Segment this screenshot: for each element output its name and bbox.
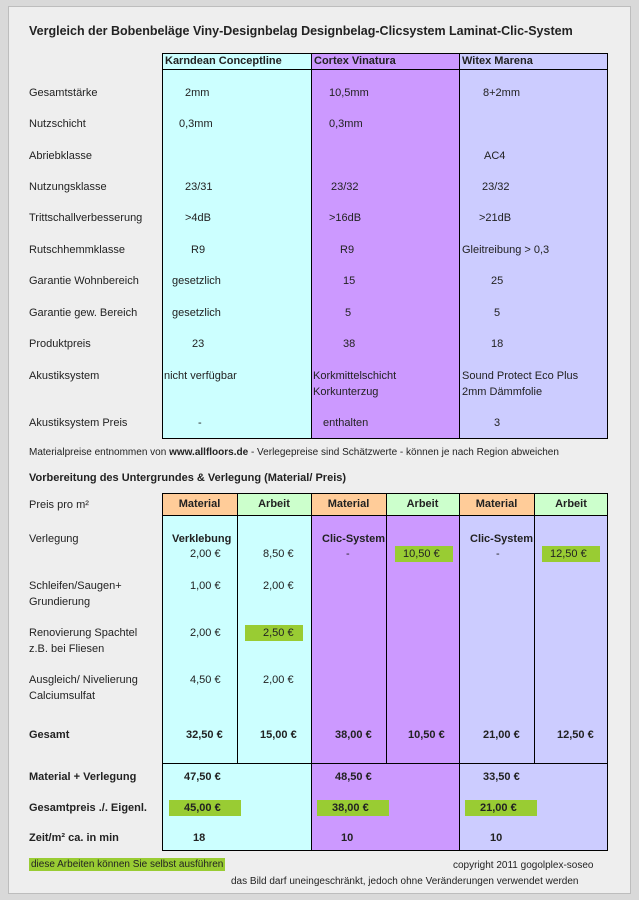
price-cell: 2,00 € <box>190 548 221 560</box>
time-cell: 10 <box>490 832 503 844</box>
final-price-cell: 38,00 € <box>332 802 369 814</box>
spec-value: 15 <box>343 275 356 287</box>
product-cortex: Cortex Vinatura <box>314 55 396 67</box>
karndean-method: Verklebung <box>172 533 232 545</box>
spec-label: Abriebklasse <box>29 150 92 162</box>
price-cell: 2,00 € <box>190 627 221 639</box>
spec-label: Trittschallverbesserung <box>29 212 143 224</box>
sum-cell: 48,50 € <box>335 771 372 783</box>
header-arbeit: Arbeit <box>386 493 459 515</box>
spec-value: 23/32 <box>331 181 359 193</box>
spec-value: Sound Protect Eco Plus <box>462 370 579 382</box>
price-cell: 12,50 € <box>550 548 587 560</box>
total-cell: 38,00 € <box>335 729 372 741</box>
source-note-prefix: Materialpreise entnommen von <box>29 447 170 458</box>
source-note-suffix: - Verlegepreise sind Schätzwerte - können je nach Region abweichen <box>248 447 559 458</box>
spec-value: 23/32 <box>482 181 510 193</box>
spec-value: 38 <box>343 338 356 350</box>
total-cell: 32,50 € <box>186 729 223 741</box>
gesamt-label: Gesamt <box>29 729 70 741</box>
spec-value: - <box>198 417 202 429</box>
spec-value: 3 <box>494 417 501 429</box>
total-cell: 10,50 € <box>408 729 445 741</box>
price-cell: 2,00 € <box>263 580 294 592</box>
comparison-sheet <box>8 6 631 894</box>
product-karndean: Karndean Conceptline <box>165 55 282 67</box>
spec-value: R9 <box>340 244 355 256</box>
source-note <box>29 447 559 458</box>
spec-value: 8+2mm <box>483 87 520 99</box>
spec-label: Nutzungsklasse <box>29 181 107 193</box>
page-title: Vergleich der Bobenbeläge Viny-Designbelag Designbelag-Clicsystem Laminat-Clic-System <box>29 24 573 38</box>
spec-value: gesetzlich <box>172 307 221 319</box>
schleifen-label: Schleifen/Saugen+ <box>29 580 122 592</box>
usage-rights: das Bild darf uneingeschränkt, jedoch ohne Veränderungen verwendet werden <box>231 876 579 887</box>
header-arbeit: Arbeit <box>534 493 608 515</box>
spec-value: 2mm <box>185 87 210 99</box>
spec-value: >16dB <box>329 212 362 224</box>
spec-value: nicht verfügbar <box>164 370 237 382</box>
spec-value: Korkunterzug <box>313 386 379 398</box>
witex-method: Clic-System <box>470 533 533 545</box>
total-cell: 21,00 € <box>483 729 520 741</box>
cortex-method: Clic-System <box>322 533 385 545</box>
time-cell: 18 <box>193 832 206 844</box>
spec-value: 23/31 <box>185 181 213 193</box>
legend-diy: diese Arbeiten können Sie selbst ausführen <box>31 859 224 870</box>
spec-label: Rutschhemmklasse <box>29 244 125 256</box>
header-material: Material <box>162 493 237 515</box>
ausgleich-label: Ausgleich/ Nivelierung <box>29 674 138 686</box>
schleifen-label-2: Grundierung <box>29 596 91 608</box>
section-title: Vorbereitung des Untergrundes & Verlegung (Material/ Preis) <box>29 472 347 484</box>
price-cell: - <box>496 548 500 560</box>
renovierung-label-2: z.B. bei Fliesen <box>29 643 105 655</box>
spec-label: Nutzschicht <box>29 118 86 130</box>
spec-label: Akustiksystem <box>29 370 100 382</box>
spec-label: Gesamtstärke <box>29 87 98 99</box>
total-cell: 12,50 € <box>557 729 594 741</box>
copyright: copyright 2011 gogolplex-soseo <box>453 860 594 871</box>
spec-value: 2mm Dämmfolie <box>462 386 543 398</box>
total-cell: 15,00 € <box>260 729 297 741</box>
source-site-link[interactable]: www.allfloors.de <box>169 447 249 458</box>
spec-value: 5 <box>494 307 501 319</box>
price-cell: 8,50 € <box>263 548 294 560</box>
spec-label: Akustiksystem Preis <box>29 417 128 429</box>
header-material: Material <box>311 493 386 515</box>
spec-value: gesetzlich <box>172 275 221 287</box>
header-arbeit: Arbeit <box>237 493 311 515</box>
verlegung-label: Verlegung <box>29 533 79 545</box>
final-price-cell: 45,00 € <box>184 802 221 814</box>
price-cell: 2,00 € <box>263 674 294 686</box>
ausgleich-label-2: Calciumsulfat <box>29 690 96 702</box>
price-cell: - <box>346 548 350 560</box>
spec-value: Korkmittelschicht <box>313 370 397 382</box>
material-verlegung-label: Material + Verlegung <box>29 771 137 783</box>
spec-value: enthalten <box>323 417 369 429</box>
final-price-cell: 21,00 € <box>480 802 517 814</box>
price-per-sqm-label: Preis pro m² <box>29 499 89 511</box>
spec-value: 25 <box>491 275 504 287</box>
spec-value: 0,3mm <box>329 118 363 130</box>
spec-value: 10,5mm <box>329 87 369 99</box>
spec-value: 5 <box>345 307 352 319</box>
spec-value: 23 <box>192 338 205 350</box>
spec-value: 18 <box>491 338 504 350</box>
price-cell: 2,50 € <box>263 627 294 639</box>
spec-label: Produktpreis <box>29 338 91 350</box>
spec-label: Garantie Wohnbereich <box>29 275 139 287</box>
sum-cell: 33,50 € <box>483 771 520 783</box>
gesamtpreis-label: Gesamtpreis ./. Eigenl. <box>29 802 147 814</box>
zeit-label: Zeit/m² ca. in min <box>29 832 119 844</box>
spec-label: Garantie gew. Bereich <box>29 307 138 319</box>
spec-value: >21dB <box>479 212 512 224</box>
spec-value: AC4 <box>484 150 506 162</box>
sum-cell: 47,50 € <box>184 771 221 783</box>
header-material: Material <box>459 493 534 515</box>
price-cell: 4,50 € <box>190 674 221 686</box>
renovierung-label: Renovierung Spachtel <box>29 627 138 639</box>
product-witex: Witex Marena <box>462 55 533 67</box>
spec-value: >4dB <box>185 212 211 224</box>
spec-value: R9 <box>191 244 206 256</box>
spec-value: 0,3mm <box>179 118 213 130</box>
price-cell: 10,50 € <box>403 548 440 560</box>
spec-value: Gleitreibung > 0,3 <box>462 244 550 256</box>
price-cell: 1,00 € <box>190 580 221 592</box>
time-cell: 10 <box>341 832 354 844</box>
